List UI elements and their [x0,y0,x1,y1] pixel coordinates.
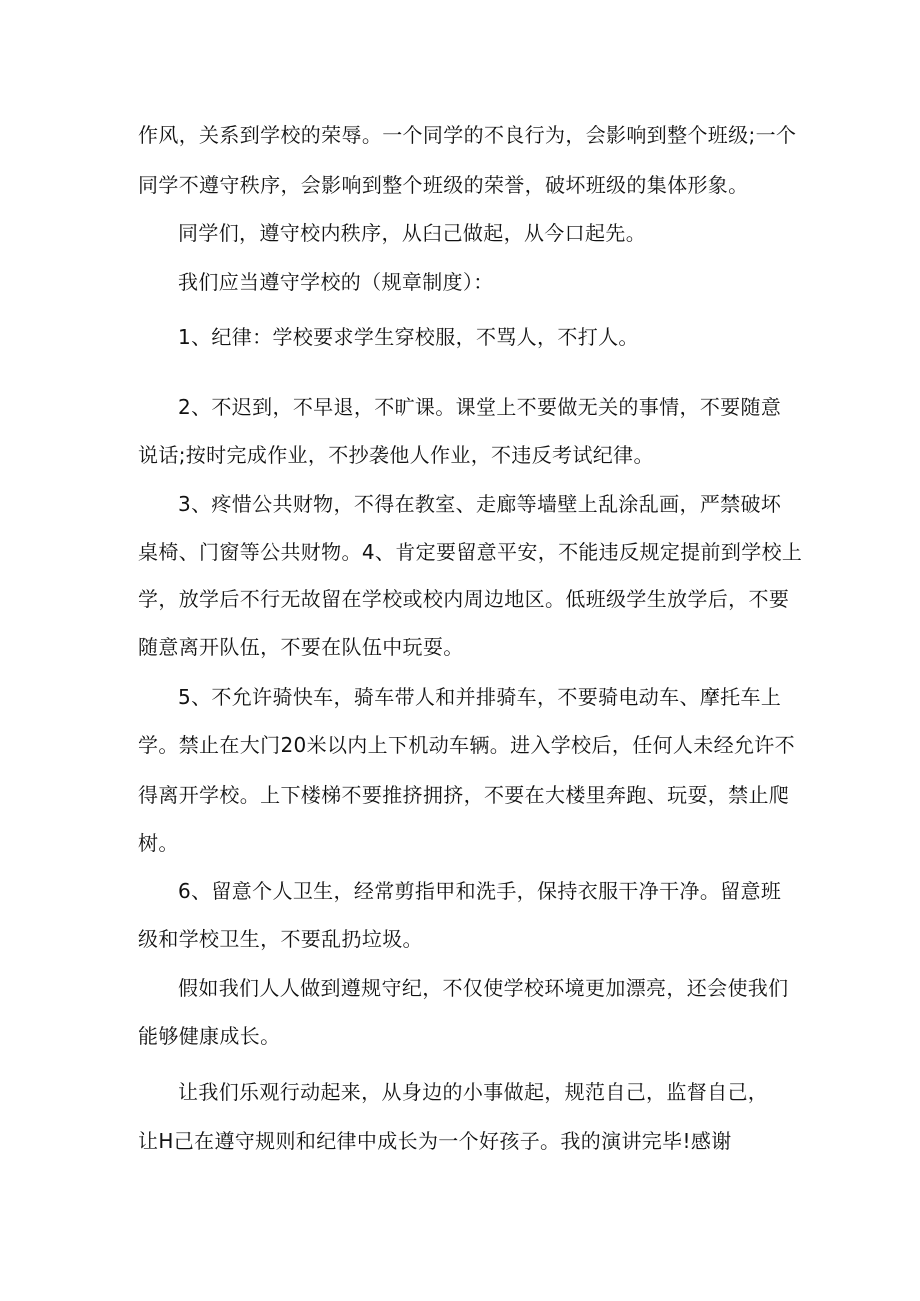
text-line: 5、不允许骑快车，骑车带人和并排骑车，不要骑电动车、摩托车上 [178,685,782,709]
text-line: 学。禁止在大门20米以内上下机动车辆。进入学校后，任何人未经允许不 [138,733,795,757]
text-line: 3、疼惜公共财物，不得在教室、走廊等墙壁上乱涂乱画，严禁破坏 [178,492,782,516]
text-line: 得离开学校。上下楼梯不要推挤拥挤，不要在大楼里奔跑、玩耍，禁止爬 [138,783,790,807]
text-line: 让H己在遵守规则和纪律中成长为一个好孩子。我的演讲完毕!感谢 [138,1129,732,1153]
text-line: 树。 [138,831,179,855]
text-line: 同学们，遵守校内秩序，从臼己做起，从今口起先。 [178,221,647,245]
text-line: 能够健康成长。 [138,1024,281,1048]
text-line: 作风，关系到学校的荣辱。一个同学的不良行为，会影响到整个班级;一个 [138,123,797,147]
text-line: 学，放学后不行无故留在学校或校内周边地区。低班级学生放学后，不要 [138,587,790,611]
text-line: 同学不遵守秩序，会影响到整个班级的荣誉，破坏班级的集体形象。 [138,173,749,197]
text-line: 级和学校卫生，不要乱扔垃圾。 [138,927,423,951]
text-line: 让我们乐观行动起来，从身边的小事做起，规范自己，监督自己， [178,1080,769,1104]
text-line: 随意离开队伍，不要在队伍中玩耍。 [138,635,464,659]
text-line: 1、纪律：学校要求学生穿校服，不骂人，不打人。 [178,325,639,349]
text-line: 说话;按时完成作业，不抄袭他人作业，不违反考试纪律。 [138,443,654,467]
text-line: 假如我们人人做到遵规守纪，不仅使学校环境更加漂亮，还会使我们 [178,976,789,1000]
text-line: 我们应当遵守学校的（规章制度）： [178,270,494,294]
text-line: 6、留意个人卫生，经常剪指甲和洗手，保持衣服干净干净。留意班 [178,879,782,903]
text-line: 2、不迟到，不早退，不旷课。课堂上不要做无关的事情，不要随意 [178,395,782,419]
text-line: 桌椅、门窗等公共财物。4、肯定要留意平安，不能违反规定提前到学校上 [138,540,803,564]
